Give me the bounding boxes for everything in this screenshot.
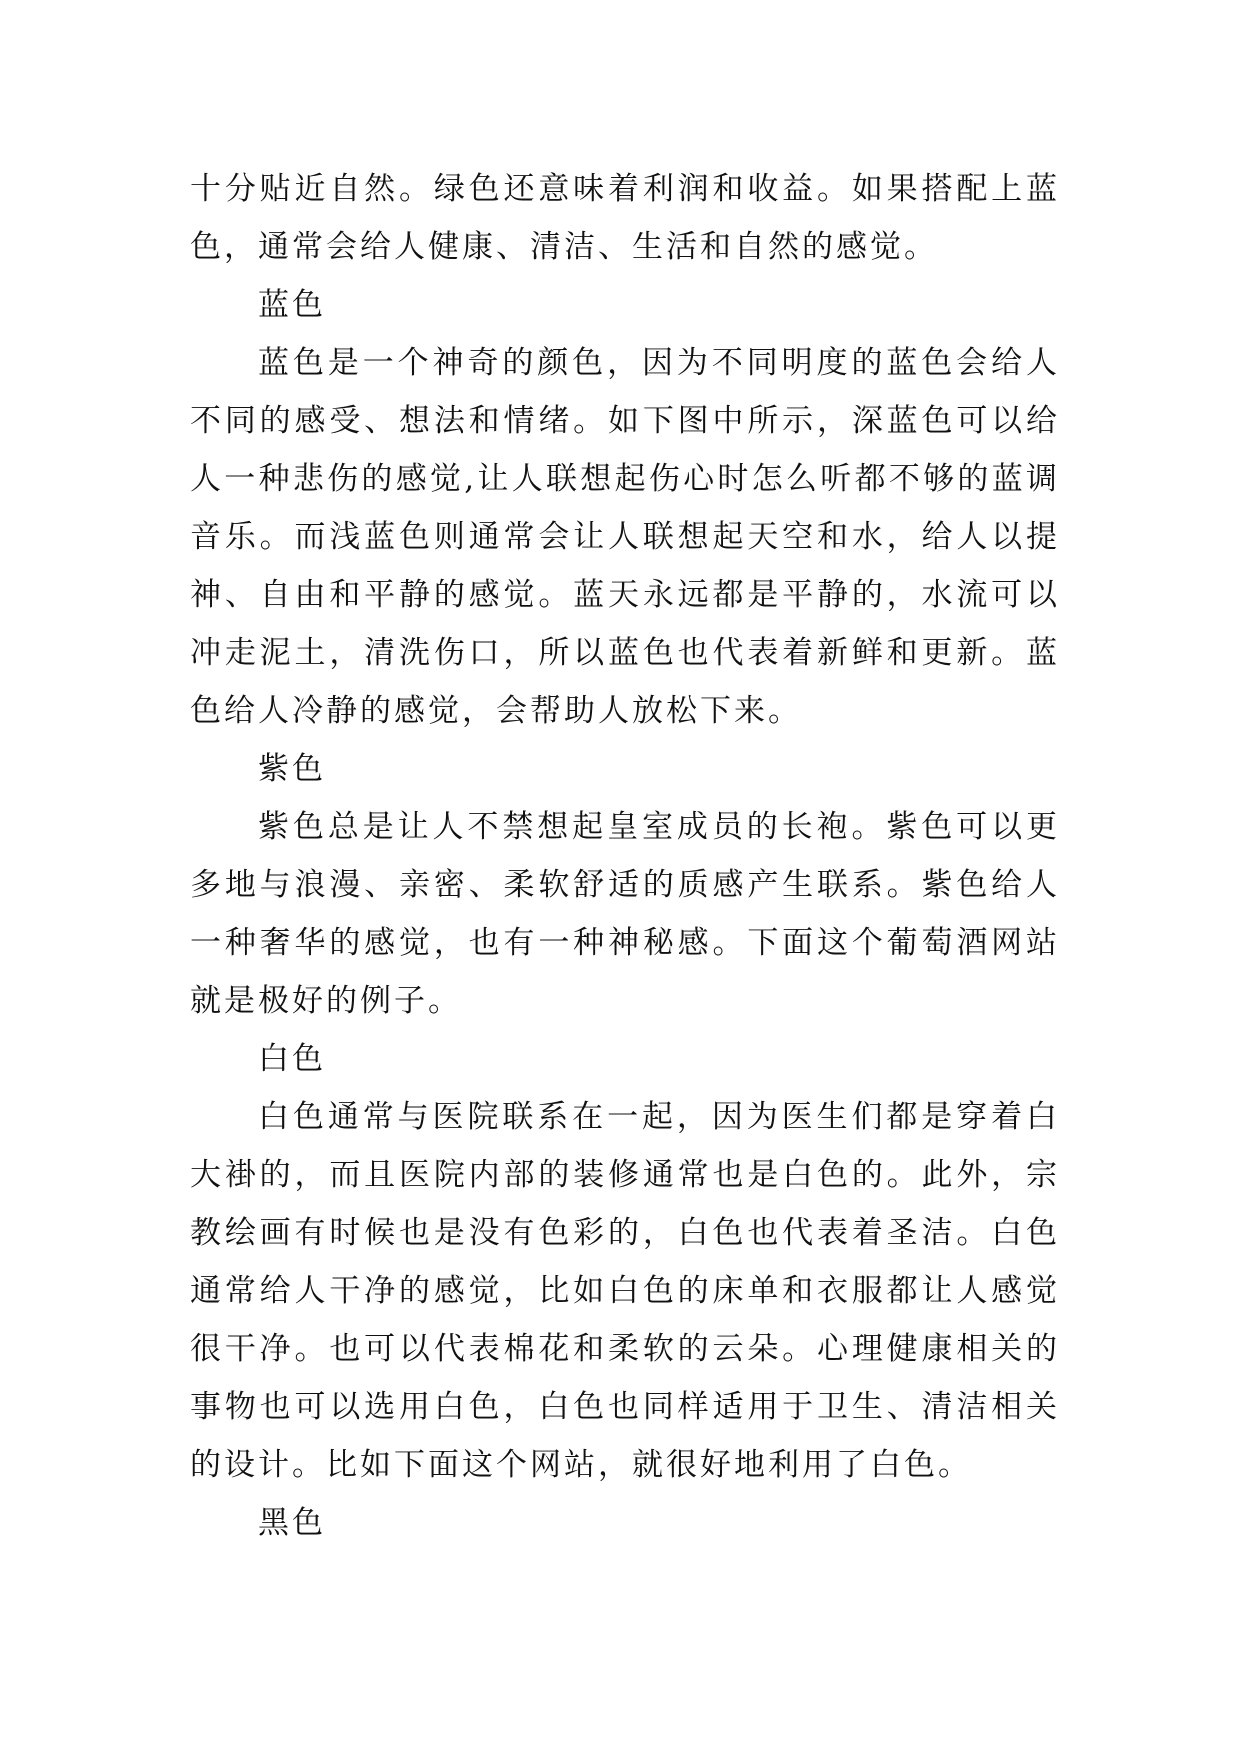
section-body-white: 白色通常与医院联系在一起，因为医生们都是穿着白大褂的，而且医院内部的装修通常也是白色的。此外，宗教绘画有时候也是没有色彩的，白色也代表着圣洁。白色通常给人干净的感觉，比如白色的床单和衣服都让人感觉很干净。也可以代表棉花和柔软的云朵。心理健康相关的事物也可以选用白色，白色也同样适用于卫生、清洁相关的设计。比如下面这个网站，就很好地利用了白色。 <box>190 1099 1060 1483</box>
section-heading-blue: 蓝色 <box>258 287 326 323</box>
section-heading-black: 黑色 <box>258 1505 326 1541</box>
continuation-paragraph: 十分贴近自然。绿色还意味着利润和收益。如果搭配上蓝色，通常会给人健康、清洁、生活和自然的感觉。 <box>190 171 1060 265</box>
section-heading-purple: 紫色 <box>258 751 326 787</box>
section-body-purple: 紫色总是让人不禁想起皇室成员的长袍。紫色可以更多地与浪漫、亲密、柔软舒适的质感产生联系。紫色给人一种奢华的感觉，也有一种神秘感。下面这个葡萄酒网站就是极好的例子。 <box>190 809 1060 1019</box>
document-body <box>190 160 1060 1552</box>
section-body-blue: 蓝色是一个神奇的颜色，因为不同明度的蓝色会给人不同的感受、想法和情绪。如下图中所示，深蓝色可以给人一种悲伤的感觉,让人联想起伤心时怎么听都不够的蓝调音乐。而浅蓝色则通常会让人联想起天空和水，给人以提神、自由和平静的感觉。蓝天永远都是平静的，水流可以冲走泥土，清洗伤口，所以蓝色也代表着新鲜和更新。蓝色给人冷静的感觉，会帮助人放松下来。 <box>190 345 1060 729</box>
section-heading-white: 白色 <box>258 1041 326 1077</box>
